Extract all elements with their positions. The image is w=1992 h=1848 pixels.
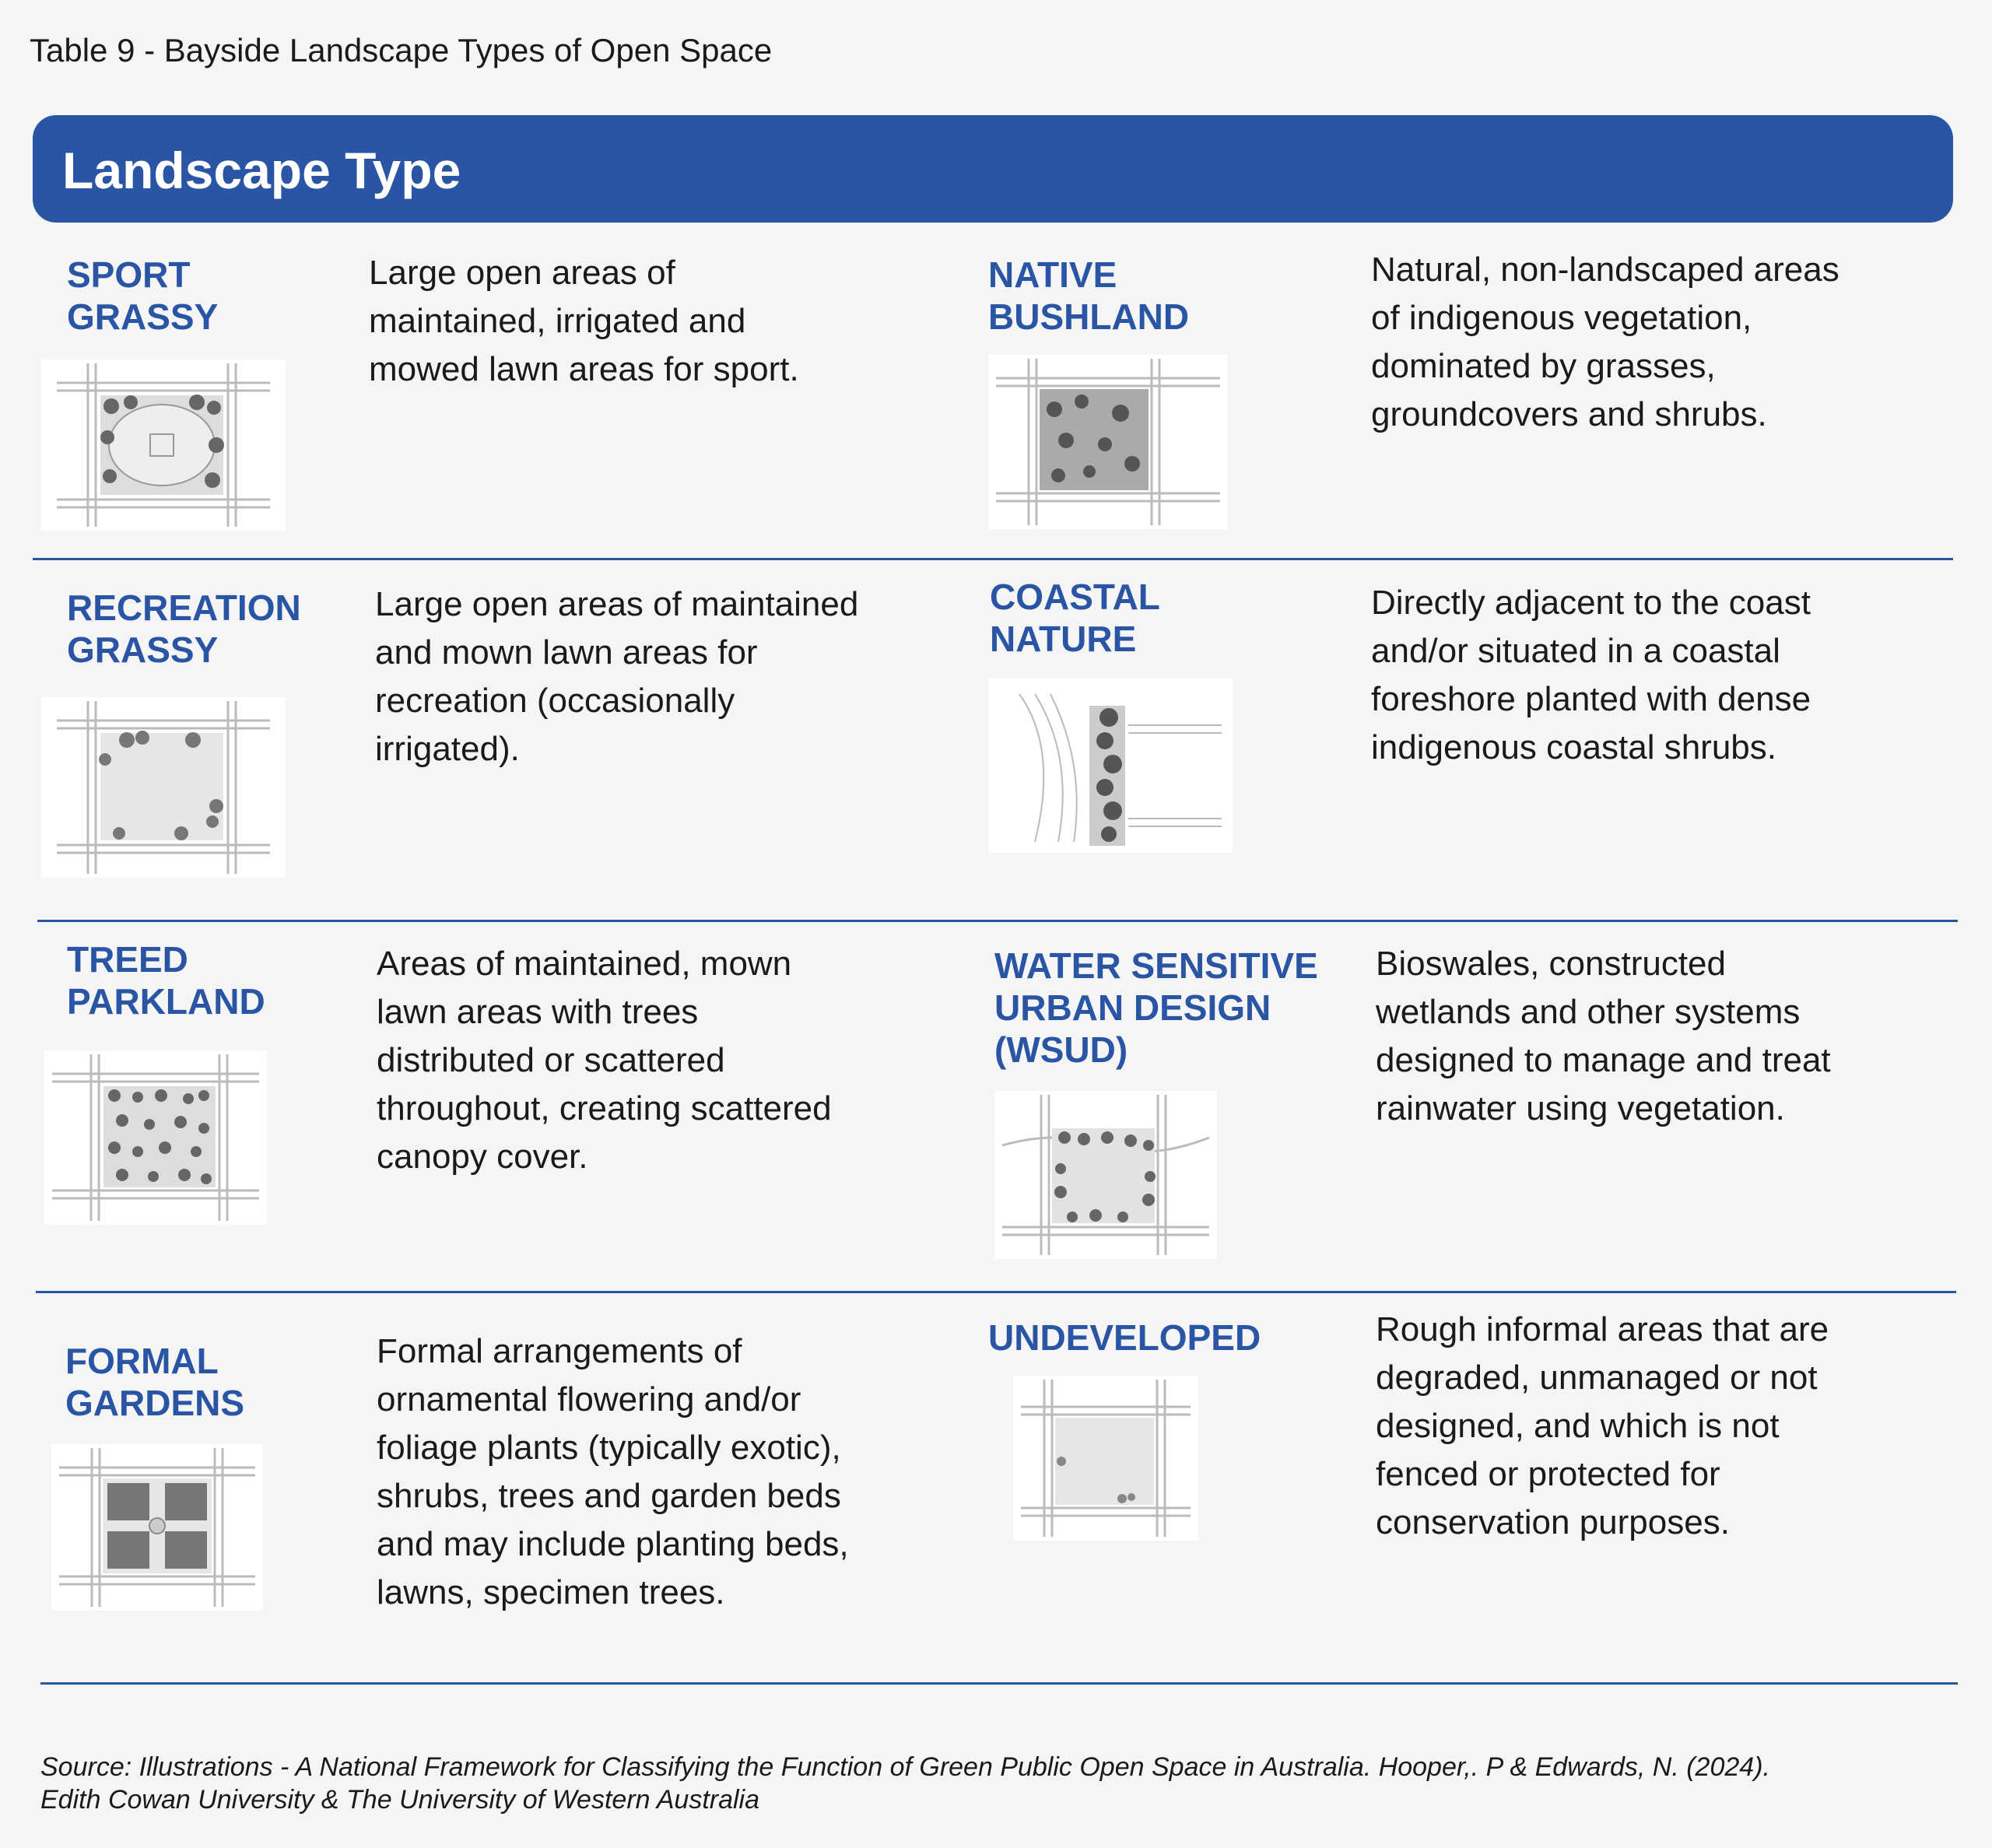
type-name-sport-grassy: SPORT GRASSY [67, 254, 219, 337]
type-name-wsud: WATER SENSITIVE URBAN DESIGN (WSUD) [994, 945, 1318, 1070]
row-divider-4 [40, 1682, 1958, 1685]
type-desc-treed-parkland: Areas of maintained, mown lawn areas with trees distributed or scattered throughout, creating scattered canopy cover. [377, 945, 832, 1176]
type-desc-recreation-grassy: Large open areas of maintained and mown lawn areas for recreation (occasionally irrigated). [375, 585, 859, 768]
native-bushland-illustration [988, 355, 1228, 529]
type-desc-native-bushland: Natural, non-landscaped areas of indigenous vegetation, dominated by grasses, groundcovers and shrubs. [1371, 251, 1839, 433]
type-desc-formal-gardens: Formal arrangements of ornamental flowering and/or foliage plants (typically exotic), shrubs, trees and garden beds and may include planting beds, lawns, specimen trees. [377, 1332, 849, 1611]
type-desc-sport-grassy: Large open areas of maintained, irrigated and mowed lawn areas for sport. [369, 254, 799, 388]
type-name-treed-parkland: TREED PARKLAND [67, 939, 265, 1022]
type-name-formal-gardens: FORMAL GARDENS [65, 1341, 245, 1423]
formal-gardens-illustration [51, 1444, 263, 1611]
recreation-grassy-illustration [41, 697, 286, 878]
source-note: Source: Illustrations - A National Framework for Classifying the Function of Green Public Open Space in Australia. Hooper,. P & Edwards, N. (2024). Edith Cowan University & The University of Western Australia [40, 1752, 1770, 1815]
table-title: Table 9 - Bayside Landscape Types of Open Space [30, 32, 773, 68]
undeveloped-illustration [1013, 1376, 1198, 1541]
type-desc-undeveloped: Rough informal areas that are degraded, unmanaged or not designed, and which is not fenced or protected for conservation purposes. [1376, 1310, 1829, 1541]
header-label: Landscape Type [62, 142, 461, 199]
row-divider-2 [37, 920, 1958, 922]
coastal-nature-illustration [988, 679, 1233, 853]
sport-grassy-illustration [41, 359, 286, 531]
type-desc-wsud: Bioswales, constructed wetlands and other systems designed to manage and treat rainwater using vegetation. [1376, 945, 1831, 1127]
type-name-coastal-nature: COASTAL NATURE [990, 577, 1160, 659]
row-divider-3 [36, 1291, 1956, 1293]
type-name-native-bushland: NATIVE BUSHLAND [988, 254, 1190, 337]
type-name-undeveloped: UNDEVELOPED [988, 1317, 1261, 1358]
type-name-recreation-grassy: RECREATION GRASSY [67, 587, 301, 670]
type-desc-coastal-nature: Directly adjacent to the coast and/or situated in a coastal foreshore planted with dense indigenous coastal shrubs. [1371, 584, 1811, 766]
wsud-illustration [994, 1091, 1217, 1259]
treed-parkland-illustration [44, 1050, 267, 1225]
header-bar [33, 115, 1953, 223]
row-divider-1 [33, 558, 1953, 560]
